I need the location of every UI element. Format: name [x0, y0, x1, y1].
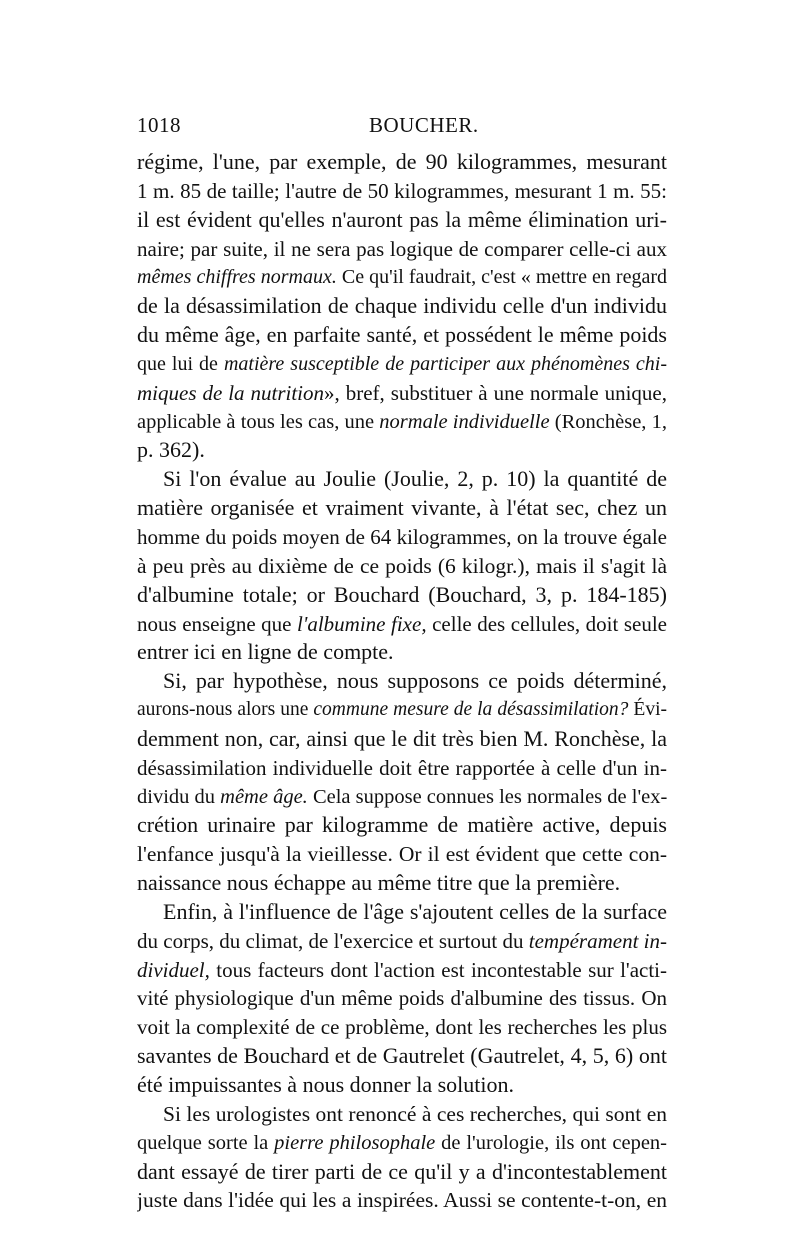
text-line	[137, 1100, 667, 1129]
text-line	[137, 984, 667, 1013]
text-run: il est évident qu'elles n'auront pas la même élimination uri-	[137, 206, 667, 232]
italic-run: même âge.	[220, 785, 308, 808]
text-run: (Ronchèse, 1,	[549, 410, 667, 433]
text-run: crétion urinaire par kilogramme de matière active, depuis	[137, 812, 667, 838]
text-run: Enfin, à l'influence de l'âge s'ajoutent celles de la surface	[163, 898, 667, 924]
text-line	[137, 321, 667, 350]
text-run: 1 m. 85 de taille; l'autre de 50 kilogrammes, mesurant 1 m. 55:	[137, 178, 667, 203]
text-run: du corps, du climat, de l'exercice et surtout du	[137, 928, 529, 953]
text-line	[137, 696, 667, 725]
text-run: régime, l'une, par exemple, de 90 kilogrammes, mesurant	[137, 149, 667, 174]
text-line	[137, 667, 667, 696]
text-run: juste dans l'idée qui les a inspirées. Aussi se contente-t-on, en	[137, 1188, 667, 1213]
text-line	[137, 725, 667, 754]
text-run: désassimilation individuelle doit être rapportée à celle d'un in-	[137, 755, 667, 780]
italic-run: l'albumine fixe,	[297, 611, 427, 636]
text-run: été impuissantes à nous donner la solution.	[137, 1072, 514, 1097]
text-line	[137, 1013, 667, 1042]
text-run: dant essayé de tirer parti de ce qu'il y a d'incontestablement	[137, 1158, 667, 1184]
text-run: matière organisée et vraiment vivante, à l'état sec, chez un	[137, 495, 667, 521]
running-head	[137, 113, 667, 143]
text-line	[137, 1158, 667, 1187]
text-run: applicable à tous les cas, une	[137, 410, 380, 433]
running-head-title: BOUCHER.	[369, 113, 479, 137]
text-run: savantes de Bouchard et de Gautrelet (Gautrelet, 4, 5, 6) ont	[137, 1043, 667, 1069]
text-run: tous facteurs dont l'action est incontestable sur l'acti-	[209, 957, 667, 982]
text-run: homme du poids moyen de 64 kilogrammes, on la trouve égale	[137, 524, 667, 549]
text-line	[137, 783, 667, 812]
text-run: Si l'on évalue au Joulie (Joulie, 2, p. 10) la quantité de	[163, 466, 667, 492]
text-line	[137, 494, 667, 523]
text-line	[137, 148, 667, 177]
text-line	[137, 927, 667, 956]
text-run: demment non, car, ainsi que le dit très bien M. Ronchèse, la	[137, 725, 667, 751]
text-run: du même âge, en parfaite santé, et possédent le même poids	[137, 322, 667, 348]
text-line	[137, 408, 667, 437]
text-line	[137, 956, 667, 985]
text-line	[137, 292, 667, 321]
text-line	[137, 1071, 667, 1100]
text-run: aurons-nous alors une	[137, 699, 314, 721]
text-line	[137, 581, 667, 610]
text-run: Ce qu'il faudrait, c'est « mettre en regard	[336, 266, 667, 289]
text-line	[137, 235, 667, 264]
text-run: naire; par suite, il ne sera pas logique de comparer celle-ci aux	[137, 236, 667, 261]
italic-run: tempérament in-	[528, 928, 667, 953]
text-run: l'enfance jusqu'à la vieillesse. Or il est évident que cette con-	[137, 842, 667, 867]
text-line	[137, 1129, 667, 1158]
text-line	[137, 1186, 667, 1215]
text-run: quelque sorte la	[137, 1131, 275, 1154]
text-run: dividu du	[137, 785, 221, 808]
italic-run: commune mesure de la désassimilation?	[313, 699, 629, 721]
text-line	[137, 898, 667, 927]
text-run: entrer ici en ligne de compte.	[137, 639, 394, 665]
italic-run: matière susceptible de participer aux phénomènes chi-	[223, 352, 667, 375]
text-run: de la désassimilation de chaque individu celle d'un individu	[137, 293, 667, 319]
text-run: Cela suppose connues les normales de l'ex-	[307, 785, 667, 808]
body-text	[137, 148, 667, 1215]
italic-run: miques de la nutrition	[137, 380, 324, 405]
text-line	[137, 1042, 667, 1071]
text-line	[137, 350, 667, 379]
text-run: que lui de	[137, 352, 224, 375]
text-line	[137, 840, 667, 869]
text-line	[137, 263, 667, 292]
text-run: de l'urologie, ils ont cepen-	[435, 1131, 667, 1154]
text-run: d'albumine totale; or Bouchard (Bouchard, 3, p. 184-185)	[137, 581, 667, 607]
text-run: nous enseigne que	[137, 611, 298, 636]
text-run: Si, par hypothèse, nous supposons ce poids déterminé,	[163, 668, 667, 694]
text-run: voit la complexité de ce problème, dont les recherches les plus	[137, 1015, 667, 1040]
text-run: p. 362).	[137, 437, 205, 463]
page-number: 1018	[137, 113, 181, 137]
text-run: », bref, substituer à une normale unique,	[324, 380, 667, 405]
text-line	[137, 523, 667, 552]
italic-run: mêmes chiffres normaux.	[137, 266, 337, 289]
text-run: naissance nous échappe au même titre que la première.	[137, 870, 621, 896]
text-line	[137, 610, 667, 639]
text-line	[137, 379, 667, 408]
text-line	[137, 869, 667, 898]
text-run: vité physiologique d'un même poids d'albumine des tissus. On	[137, 986, 667, 1011]
text-line	[137, 465, 667, 494]
text-line	[137, 811, 667, 840]
text-run: à peu près au dixième de ce poids (6 kilogr.), mais il s'agit là	[137, 553, 667, 578]
italic-run: dividuel,	[137, 957, 210, 982]
text-line	[137, 177, 667, 206]
italic-run: normale individuelle	[379, 410, 550, 433]
text-line	[137, 638, 667, 667]
text-line	[137, 436, 667, 465]
text-line	[137, 754, 667, 783]
text-line	[137, 206, 667, 235]
text-line	[137, 552, 667, 581]
text-run: Évi-	[628, 699, 667, 721]
text-run: Si les urologistes ont renoncé à ces recherches, qui sont en	[163, 1101, 667, 1126]
italic-run: pierre philosophale	[274, 1131, 436, 1154]
text-run: celle des cellules, doit seule	[426, 611, 667, 636]
